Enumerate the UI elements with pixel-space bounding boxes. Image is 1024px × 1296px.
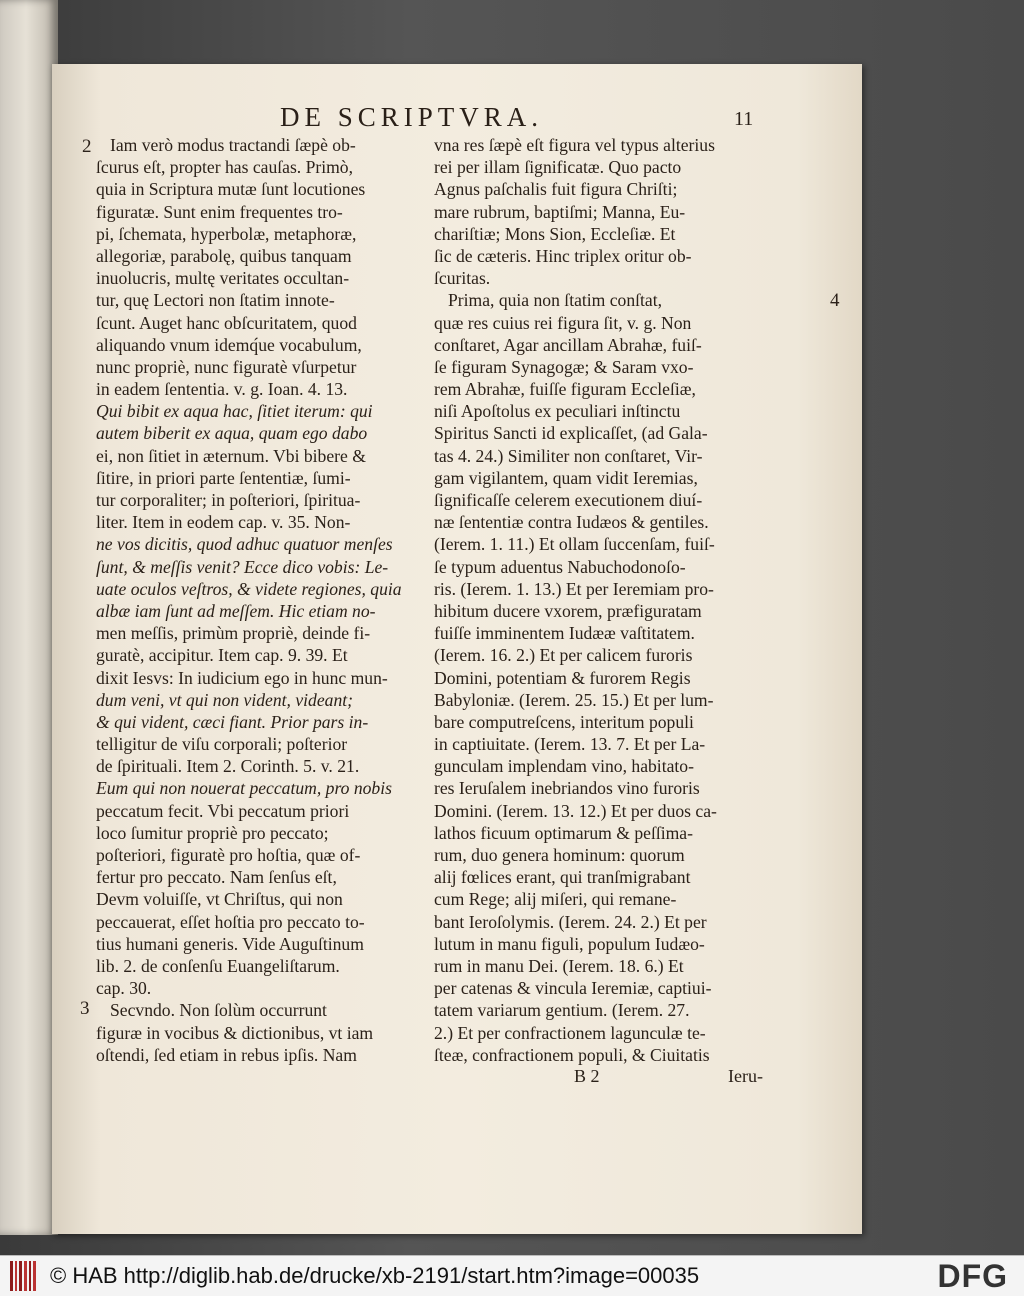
text-line: rem Abrahæ, fuiſſe figuram Eccleſiæ, bbox=[434, 379, 696, 400]
text-line: (Ierem. 16. 2.) Et per calicem furoris bbox=[434, 645, 693, 666]
text-line: Qui bibit ex aqua hac, ſitiet iterum: qui bbox=[96, 401, 373, 422]
text-line: tatem variarum gentium. (Ierem. 27. bbox=[434, 1000, 690, 1021]
text-line: lutum in manu figuli, populum Iudæo- bbox=[434, 933, 705, 954]
text-line: in captiuitate. (Ierem. 13. 7. Et per La- bbox=[434, 734, 706, 755]
text-line: pi, ſchemata, hyperbolæ, metaphoræ, bbox=[96, 223, 357, 244]
text-line: ſe figuram Synagogæ; & Saram vxo- bbox=[434, 356, 694, 377]
text-line: bare computreſcens, interitum populi bbox=[434, 711, 694, 732]
text-line: ſcunt. Auget hanc obſcuritatem, quod bbox=[96, 312, 357, 333]
text-line: ſcurus eſt, propter has cauſas. Primò, bbox=[96, 157, 353, 178]
text-line: (Ierem. 1. 11.) Et ollam ſuccenſam, fuiſ- bbox=[434, 534, 715, 555]
text-line: Domini, potentiam & furorem Regis bbox=[434, 667, 691, 688]
text-line: ei, non ſitiet in æternum. Vbi bibere & bbox=[96, 445, 366, 466]
text-line: ris. (Ierem. 1. 13.) Et per Ieremiam pro- bbox=[434, 578, 714, 599]
text-line: per catenas & vincula Ieremiæ, captiui- bbox=[434, 978, 712, 999]
text-line: Babyloniæ. (Ierem. 25. 15.) Et per lum- bbox=[434, 689, 714, 710]
text-line: cum Rege; alij miſeri, qui remane- bbox=[434, 889, 677, 910]
text-line: uate oculos veſtros, & videte regiones, quia bbox=[96, 578, 402, 599]
margin-number: 2 bbox=[82, 136, 92, 157]
text-line: fertur pro peccato. Nam ſenſus eſt, bbox=[96, 867, 337, 888]
text-line: aliquando vnum idemq́ue vocabulum, bbox=[96, 334, 362, 355]
text-line: allegoriæ, parabolę, quibus tanquam bbox=[96, 245, 352, 266]
text-line: in eadem ſententia. v. g. Ioan. 4. 13. bbox=[96, 379, 348, 400]
text-line: telligitur de viſu corporali; poſterior bbox=[96, 734, 348, 755]
text-line: peccatum fecit. Vbi peccatum priori bbox=[96, 800, 350, 821]
text-line: hibitum ducere vxorem, præfiguratam bbox=[434, 600, 702, 621]
catchword: Ieru- bbox=[728, 1066, 763, 1086]
text-line: rum in manu Dei. (Ierem. 18. 6.) Et bbox=[434, 955, 684, 976]
text-line: ſic de cæteris. Hinc triplex oritur ob- bbox=[434, 245, 692, 266]
text-line: Prima, quia non ſtatim conſtat, bbox=[448, 290, 663, 311]
text-line: chariſtiæ; Mons Sion, Eccleſiæ. Et bbox=[434, 223, 676, 244]
text-line: inuolucris, multę veritates occultan- bbox=[96, 268, 350, 289]
text-line: niſi Apoſtolus ex peculiari inſtinctu bbox=[434, 401, 681, 422]
text-line: gunculam implendam vino, habitato- bbox=[434, 756, 694, 777]
text-line: men meſſis, primùm propriè, deinde fi- bbox=[96, 623, 371, 644]
text-line: alij fœlices erant, qui tranſmigrabant bbox=[434, 867, 691, 888]
text-line: rum, duo genera hominum: quorum bbox=[434, 845, 685, 865]
text-line: ſitire, in priori parte ſententiæ, ſumi- bbox=[96, 467, 351, 488]
text-line: & qui vident, cæci fiant. Prior pars in- bbox=[96, 711, 369, 732]
footer-bar bbox=[0, 1255, 1024, 1296]
text-line: albæ iam ſunt ad meſſem. Hic etiam no- bbox=[96, 600, 376, 621]
previous-page-edge bbox=[0, 0, 58, 1235]
text-line: poſteriori, figuratè pro hoſtia, quæ of- bbox=[96, 845, 361, 865]
text-line: Eum qui non nouerat peccatum, pro nobis bbox=[96, 778, 392, 799]
text-line: næ ſententiæ contra Iudæos & gentiles. bbox=[434, 512, 709, 533]
text-line: dum veni, vt qui non vident, videant; bbox=[96, 689, 353, 710]
text-line: ſignificaſſe celerem executionem diuí- bbox=[434, 490, 703, 510]
text-line: figuratæ. Sunt enim frequentes tro- bbox=[96, 201, 343, 222]
text-line: ne vos dicitis, quod adhuc quatuor menſes bbox=[96, 534, 393, 555]
text-line: de ſpirituali. Item 2. Corinth. 5. v. 21. bbox=[96, 756, 360, 777]
text-line: autem biberit ex aqua, quam ego dabo bbox=[96, 423, 368, 444]
text-line: quia in Scriptura mutæ ſunt locutiones bbox=[96, 179, 366, 200]
text-line: gam vigilantem, quam vidit Ieremias, bbox=[434, 467, 698, 488]
margin-number: 3 bbox=[80, 998, 90, 1019]
text-line: oſtendi, ſed etiam in rebus ipſis. Nam bbox=[96, 1044, 357, 1065]
text-line: tas 4. 24.) Similiter non conſtaret, Vir- bbox=[434, 445, 703, 466]
text-line: cap. 30. bbox=[96, 978, 152, 999]
text-line: 2.) Et per confractionem lagunculæ te- bbox=[434, 1022, 706, 1043]
text-line: rei per illam ſignificatæ. Quo pacto bbox=[434, 157, 682, 178]
text-line: ſe typum aduentus Nabuchodonoſo- bbox=[434, 556, 686, 577]
text-line: peccauerat, eſſet hoſtia pro peccato to- bbox=[96, 911, 365, 932]
text-line: tur, quę Lectori non ſtatim innote- bbox=[96, 290, 335, 311]
text-line: ſunt, & meſſis venit? Ecce dico vobis: Le- bbox=[96, 556, 389, 577]
text-line: liter. Item in eodem cap. v. 35. Non- bbox=[96, 512, 351, 533]
right-text-column bbox=[434, 134, 772, 1066]
text-line: lib. 2. de conſenſu Euangeliſtarum. bbox=[96, 955, 340, 976]
hab-library-icon bbox=[10, 1261, 36, 1291]
text-line: Devm voluiſſe, vt Chriſtus, qui non bbox=[96, 889, 343, 910]
text-line: Domini. (Ierem. 13. 12.) Et per duos ca- bbox=[434, 800, 717, 821]
text-line: tius humani generis. Vide Auguſtinum bbox=[96, 933, 364, 954]
text-line: ſteæ, confractionem populi, & Ciuitatis bbox=[434, 1044, 710, 1065]
text-line: conſtaret, Agar ancillam Abrahæ, fuiſ- bbox=[434, 334, 702, 355]
left-text-column bbox=[96, 134, 434, 1066]
text-line: bant Ieroſolymis. (Ierem. 24. 2.) Et per bbox=[434, 911, 707, 932]
text-line: res Ieruſalem inebriandos vino furoris bbox=[434, 778, 700, 799]
text-line: nunc propriè, nunc figuratè vſurpetur bbox=[96, 356, 357, 377]
text-line: tur corporaliter; in poſteriori, ſpiritua- bbox=[96, 490, 361, 510]
running-head: DE SCRIPTVRA. bbox=[280, 102, 544, 132]
text-line: Iam verò modus tractandi ſæpè ob- bbox=[110, 135, 356, 155]
text-line: guratè, accipitur. Item cap. 9. 39. Et bbox=[96, 645, 348, 666]
text-line: loco ſumitur propriè pro peccato; bbox=[96, 822, 329, 843]
footer-credit-link[interactable]: © HAB http://diglib.hab.de/drucke/xb-2191/start.htm?image=00035 bbox=[50, 1263, 700, 1288]
text-line: quæ res cuius rei figura ſit, v. g. Non bbox=[434, 312, 692, 333]
text-line: Spiritus Sancti id explicaſſet, (ad Gala- bbox=[434, 423, 708, 444]
page-number: 11 bbox=[734, 108, 754, 130]
text-line: Agnus paſchalis fuit figura Chriſti; bbox=[434, 179, 678, 200]
text-line: ſcuritas. bbox=[434, 268, 491, 289]
signature-mark: B 2 bbox=[574, 1066, 600, 1086]
book-page bbox=[52, 64, 862, 1234]
text-line: mare rubrum, baptiſmi; Manna, Eu- bbox=[434, 201, 686, 222]
text-line: dixit Iesvs: In iudicium ego in hunc mun- bbox=[96, 667, 388, 688]
margin-number: 4 bbox=[830, 290, 840, 311]
text-line: Secvndo. Non ſolùm occurrunt bbox=[110, 1000, 327, 1021]
dfg-logo: DFG bbox=[937, 1258, 1008, 1294]
text-line: fuiſſe imminentem Iudææ vaſtitatem. bbox=[434, 623, 695, 644]
text-line: lathos ficuum optimarum & peſſima- bbox=[434, 822, 693, 843]
text-line: figuræ in vocibus & dictionibus, vt iam bbox=[96, 1022, 374, 1043]
text-line: vna res ſæpè eſt figura vel typus alterius bbox=[434, 135, 715, 155]
